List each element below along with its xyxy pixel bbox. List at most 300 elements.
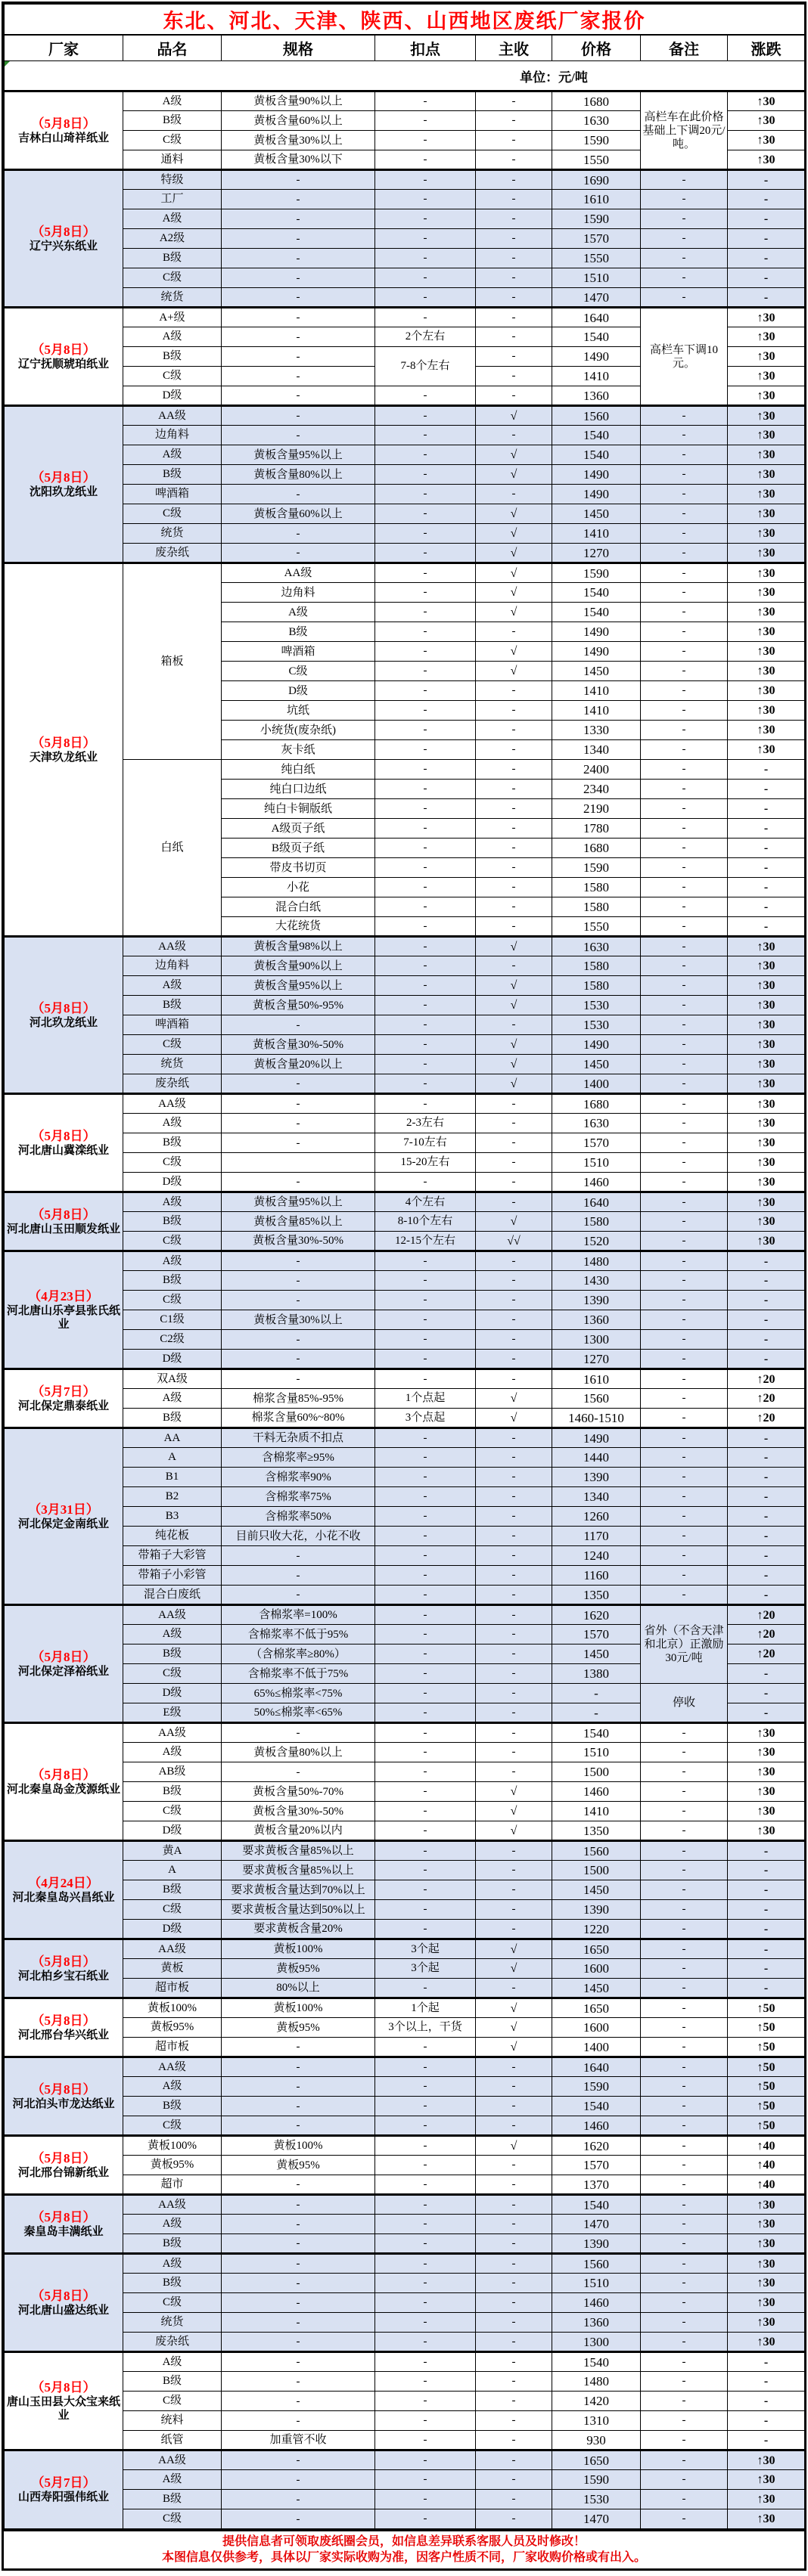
deduction-cell: - [375,2234,476,2254]
deduction-cell: - [375,1487,476,1507]
table-row [5,2470,805,2490]
price-cell: 2190 [552,799,641,819]
deduction-cell: - [375,1074,476,1094]
change-cell: - [728,1959,805,1979]
table-row [5,1743,805,1762]
grade-cell: C级 [123,1802,222,1821]
table-row [5,170,805,190]
spec-cell: - [222,2450,375,2470]
remark-cell: - [641,2254,728,2274]
table-row [5,1468,805,1487]
grade-cell: 黄板 [123,1959,222,1979]
change-cell: - [728,229,805,249]
main-collect-cell: √ [476,2038,552,2057]
spec-cell: 65%≤棉浆率<75% [222,1684,375,1703]
remark-cell: - [641,1566,728,1586]
main-collect-cell: - [476,1743,552,1762]
change-cell: ↑30 [728,485,805,504]
deduction-cell: - [375,1782,476,1802]
deduction-cell: 12-15个左右 [375,1232,476,1251]
change-cell: - [728,760,805,780]
spec-cell: 带皮书切页 [222,858,375,878]
price-cell: 1490 [552,465,641,485]
grade-cell: A [123,1448,222,1468]
col-header-spec: 规格 [222,35,375,61]
deduction-cell: - [375,1743,476,1762]
main-collect-cell: - [476,1448,552,1468]
table-row [5,1428,805,1448]
remark-cell: - [641,485,728,504]
unit-note: 单位：元/吨 [520,70,588,85]
sheet-title-cell [5,5,805,36]
spec-cell: - [222,544,375,563]
spec-cell: - [222,1350,375,1369]
spec-cell: - [222,524,375,544]
remark-cell: - [641,1841,728,1861]
main-collect-cell: √ [476,1389,552,1409]
deduction-cell: - [375,2450,476,2470]
main-collect-cell: - [476,2431,552,2450]
change-cell: - [728,1861,805,1880]
remark-cell: - [641,1192,728,1212]
price-cell: 1350 [552,1821,641,1841]
remark-cell: - [641,1232,728,1251]
table-row [5,1861,805,1880]
change-cell: ↑30 [728,2450,805,2470]
factory-date: （5月8日） [31,2288,96,2303]
deduction-cell: - [375,1035,476,1055]
grade-cell: AA级 [123,2195,222,2215]
change-cell: - [728,1546,805,1566]
change-cell: ↑30 [728,1074,805,1094]
spec-cell: - [222,2254,375,2274]
deduction-cell: 3个点起 [375,1409,476,1428]
price-cell: 1600 [552,2018,641,2038]
change-cell: ↑30 [728,622,805,642]
table-row [5,1330,805,1350]
deduction-cell: - [375,465,476,485]
change-cell: ↑40 [728,2175,805,2195]
remark-cell: - [641,1212,728,1232]
spec-cell: - [222,2274,375,2293]
spec-cell: - [222,1369,375,1389]
main-collect-cell: √√ [476,1232,552,1251]
table-row [5,1448,805,1468]
price-cell: 1460 [552,1782,641,1802]
main-collect-cell: - [476,1586,552,1605]
table-row [5,1527,805,1546]
main-collect-cell: - [476,858,552,878]
remark-cell: - [641,209,728,229]
change-cell: ↑30 [728,2509,805,2529]
deduction-cell: - [375,1605,476,1625]
spec-cell: B级 [222,622,375,642]
factory-name: 辽宁抚顺琥珀纸业 [17,358,109,370]
table-row [5,465,805,485]
remark-cell: - [641,2313,728,2333]
factory-name: 山西寿阳强伟纸业 [17,2491,109,2503]
price-cell: 1450 [552,1979,641,1998]
spec-cell: 棉浆含量60%~80% [222,1409,375,1428]
deduction-cell: - [375,1723,476,1743]
spec-cell: 黄板含量95%以上 [222,976,375,996]
change-cell: ↑50 [728,2038,805,2057]
price-cell: 1360 [552,1310,641,1330]
spec-cell: - [222,2293,375,2313]
spec-cell: 黄板含量50%-70% [222,1782,375,1802]
change-cell: ↑30 [728,131,805,150]
table-row [5,1389,805,1409]
change-cell: ↑30 [728,563,805,583]
spec-cell: 黄板含量30%-50% [222,1232,375,1251]
main-collect-cell: - [476,190,552,209]
factory-date: （5月7日） [31,1384,96,1399]
spec-cell: 干料无杂质不扣点 [222,1428,375,1448]
main-collect-cell: - [476,1350,552,1369]
remark-cell: - [641,662,728,681]
change-cell: ↑30 [728,544,805,563]
deduction-cell: - [375,1566,476,1586]
change-cell: - [728,1684,805,1703]
price-cell: 1460 [552,2293,641,2313]
deduction-cell: - [375,1310,476,1330]
main-collect-cell: - [476,1979,552,1998]
deduction-cell: - [375,2470,476,2490]
change-cell: ↑30 [728,504,805,524]
remark-cell: - [641,2392,728,2411]
grade-cell: 废杂纸 [123,1074,222,1094]
price-cell: 1540 [552,1723,641,1743]
price-cell: 1260 [552,1507,641,1527]
deduction-cell: 2-3左右 [375,1114,476,1133]
grade-cell: B级 [123,1644,222,1664]
price-cell: 1510 [552,1153,641,1173]
change-cell: - [728,1880,805,1900]
spec-cell: 要求黄板含量达到70%以上 [222,1880,375,1900]
remark-cell: - [641,1762,728,1782]
table-row [5,1900,805,1920]
change-cell: - [728,1468,805,1487]
price-cell: 1570 [552,2156,641,2175]
deduction-cell: - [375,386,476,406]
factory-date: （5月8日） [31,735,96,750]
price-cell: 1240 [552,1546,641,1566]
main-collect-cell: √ [476,406,552,426]
remark-cell: - [641,799,728,819]
grade-cell: A级 [123,1251,222,1271]
deduction-cell: - [375,1173,476,1192]
deduction-cell: - [375,1684,476,1703]
spec-cell: 含棉浆率≥95% [222,1448,375,1468]
table-row [5,1546,805,1566]
price-cell: 1530 [552,2490,641,2509]
factory-name: 河北泊头市龙达纸业 [12,2097,115,2110]
factory-cell [5,1939,123,1998]
remark-cell: - [641,504,728,524]
remark-cell: - [641,2352,728,2372]
grade-cell: D级 [123,1920,222,1939]
price-cell: 1540 [552,327,641,347]
change-cell: ↑30 [728,681,805,701]
spec-cell: 黄板含量95%以上 [222,1192,375,1212]
grade-cell: A级 [123,976,222,996]
remark-cell: - [641,583,728,603]
grade-cell: 双A级 [123,1369,222,1389]
main-collect-cell: - [476,1684,552,1703]
price-cell: 1430 [552,1271,641,1291]
main-collect-cell: - [476,2156,552,2175]
table-row [5,1998,805,2018]
deduction-cell: 3个以上，干货 [375,2018,476,2038]
deduction-cell: - [375,740,476,760]
grade-cell: 带箱子大彩管 [123,1546,222,1566]
table-row [5,524,805,544]
main-collect-cell: - [476,2509,552,2529]
change-cell: ↑50 [728,2057,805,2077]
remark-cell: - [641,878,728,897]
price-cell: 1470 [552,288,641,308]
deduction-cell: - [375,1762,476,1782]
deduction-cell: 4个左右 [375,1192,476,1212]
spec-cell: - [222,2313,375,2333]
price-cell: 1170 [552,1527,641,1546]
price-cell: 1560 [552,406,641,426]
grade-cell: B级 [123,347,222,367]
price-cell: 1560 [552,2254,641,2274]
grade-cell: B1 [123,1468,222,1487]
grade-cell: A级 [123,1114,222,1133]
price-sheet [2,2,806,2571]
table-row [5,1507,805,1527]
remark-cell: - [641,1291,728,1310]
grade-cell: D级 [123,1173,222,1192]
price-cell: 1540 [552,2352,641,2372]
deduction-cell: - [375,406,476,426]
remark-cell: - [641,249,728,268]
price-cell: 1630 [552,111,641,131]
price-cell: 2400 [552,760,641,780]
grade-cell: 黄板95% [123,2156,222,2175]
deduction-cell: - [375,1350,476,1369]
change-cell: ↑30 [728,1094,805,1114]
deduction-cell: 7-10左右 [375,1133,476,1153]
price-cell: 1490 [552,622,641,642]
main-collect-cell: - [476,91,552,111]
table-row [5,1920,805,1939]
change-cell: ↑30 [728,91,805,111]
price-cell: 1490 [552,1428,641,1448]
price-cell: 1450 [552,662,641,681]
spec-cell: 坑纸 [222,701,375,721]
price-cell: 1410 [552,1802,641,1821]
factory-cell [5,170,123,308]
remark-cell: - [641,1487,728,1507]
main-collect-cell: - [476,308,552,327]
grade-cell: B级 [123,996,222,1015]
spec-cell: C级 [222,662,375,681]
spec-cell: - [222,1114,375,1133]
main-collect-cell: - [476,956,552,976]
change-cell: ↑30 [728,1153,805,1173]
deduction-cell: - [375,1527,476,1546]
remark-cell: - [641,1507,728,1527]
price-cell: 1630 [552,1114,641,1133]
deduction-cell: - [375,839,476,858]
spec-cell: - [222,327,375,347]
main-collect-cell: - [476,1487,552,1507]
price-cell: 1410 [552,524,641,544]
change-cell: ↑30 [728,1173,805,1192]
change-cell: ↑30 [728,996,805,1015]
factory-cell [5,1192,123,1251]
factory-date: （5月8日） [31,1649,96,1664]
spec-cell: 黄板含量50%-95% [222,996,375,1015]
main-collect-cell: √ [476,465,552,485]
price-cell: 1540 [552,2195,641,2215]
change-cell: ↑30 [728,1114,805,1133]
factory-name: 天津玖龙纸业 [29,751,98,764]
remark-cell: - [641,2333,728,2352]
spec-cell: - [222,268,375,288]
grade-cell: A级 [123,2077,222,2097]
price-cell: 1270 [552,544,641,563]
price-cell: 1530 [552,996,641,1015]
table-row [5,2038,805,2057]
change-cell: - [728,799,805,819]
spec-cell: - [222,1251,375,1271]
remark-cell: - [641,2372,728,2392]
table-row [5,249,805,268]
deduction-cell: - [375,2057,476,2077]
change-cell: ↑20 [728,1369,805,1389]
grade-cell: AA级 [123,1723,222,1743]
change-cell: ↑30 [728,2234,805,2254]
spec-cell: - [222,367,375,386]
grade-cell: C级 [123,268,222,288]
table-row [5,308,805,327]
factory-cell [5,1723,123,1841]
factory-name: 吉林白山琦祥纸业 [17,132,109,144]
spec-cell: - [222,2175,375,2195]
remark-cell: - [641,897,728,917]
main-collect-cell: - [476,1291,552,1310]
price-cell: 1330 [552,721,641,740]
spec-cell: 黄板含量60%以上 [222,504,375,524]
grade-cell: 黄板95% [123,2018,222,2038]
main-collect-cell: - [476,701,552,721]
remark-cell: - [641,1782,728,1802]
deduction-cell: 8-10个左右 [375,1212,476,1232]
table-row [5,1055,805,1074]
deduction-cell: - [375,858,476,878]
factory-name: 河北邢台锦新纸业 [17,2166,109,2179]
grade-cell: A级 [123,2254,222,2274]
price-cell: 1570 [552,229,641,249]
price-cell: 1550 [552,249,641,268]
remark-cell: - [641,1880,728,1900]
price-cell: 1300 [552,1330,641,1350]
spec-cell: 黄板含量30%以下 [222,150,375,170]
table-row [5,1173,805,1192]
grade-cell: C级 [123,1153,222,1173]
factory-date: （5月8日） [31,1207,96,1222]
spec-cell: - [222,2215,375,2234]
grade-cell: B级 [123,1271,222,1291]
change-cell: ↑30 [728,1821,805,1841]
main-collect-cell: - [476,2372,552,2392]
change-cell: ↑30 [728,2254,805,2274]
remark-cell: - [641,642,728,662]
main-collect-cell: - [476,1546,552,1566]
price-cell: 1510 [552,268,641,288]
change-cell: - [728,1291,805,1310]
main-collect-cell: √ [476,1998,552,2018]
remark-cell: - [641,1055,728,1074]
table-row [5,2018,805,2038]
price-cell: 1500 [552,1762,641,1782]
remark-cell: - [641,1271,728,1291]
price-table [4,4,805,2529]
factory-date: （5月8日） [31,2209,96,2224]
main-collect-cell: - [476,1723,552,1743]
table-row [5,1762,805,1782]
deduction-cell: - [375,2431,476,2450]
deduction-cell: 1个点起 [375,1389,476,1409]
table-row [5,2392,805,2411]
deduction-cell: - [375,1468,476,1487]
grade-cell: D级 [123,1350,222,1369]
factory-name: 河北唐山盛达纸业 [17,2304,109,2317]
change-cell: ↑20 [728,1644,805,1664]
change-cell: ↑20 [728,1625,805,1644]
deduction-cell: 3个起 [375,1939,476,1959]
change-cell: - [728,897,805,917]
grade-cell: A级 [123,1389,222,1409]
grade-cell: AA级 [123,406,222,426]
main-collect-cell: - [476,1015,552,1035]
deduction-cell: - [375,2116,476,2136]
remark-cell: - [641,2175,728,2195]
factory-cell [5,406,123,563]
price-cell: 1540 [552,603,641,622]
factory-cell [5,563,123,937]
main-collect-cell: - [476,2274,552,2293]
table-row [5,956,805,976]
spec-cell: 灰卡纸 [222,740,375,760]
price-cell: 1520 [552,1232,641,1251]
spec-cell: - [222,2038,375,2057]
spec-cell: A级页子纸 [222,819,375,839]
grade-cell: B级 [123,1782,222,1802]
spec-cell: - [222,2195,375,2215]
remark-cell: - [641,603,728,622]
factory-name: 河北唐山玉田顺发纸业 [7,1223,121,1235]
deduction-cell: - [375,1291,476,1310]
deduction-cell: - [375,1979,476,1998]
deduction-cell: - [375,2195,476,2215]
deduction-cell: - [375,2038,476,2057]
table-row [5,2195,805,2215]
grade-cell: 超市板 [123,1979,222,1998]
change-cell: - [728,2372,805,2392]
change-cell: ↑30 [728,386,805,406]
deduction-cell: - [375,308,476,327]
spec-cell: 加重管不收 [222,2431,375,2450]
table-row [5,2156,805,2175]
main-collect-cell: - [476,2392,552,2411]
price-cell: 1480 [552,2372,641,2392]
main-collect-cell: √ [476,1939,552,1959]
